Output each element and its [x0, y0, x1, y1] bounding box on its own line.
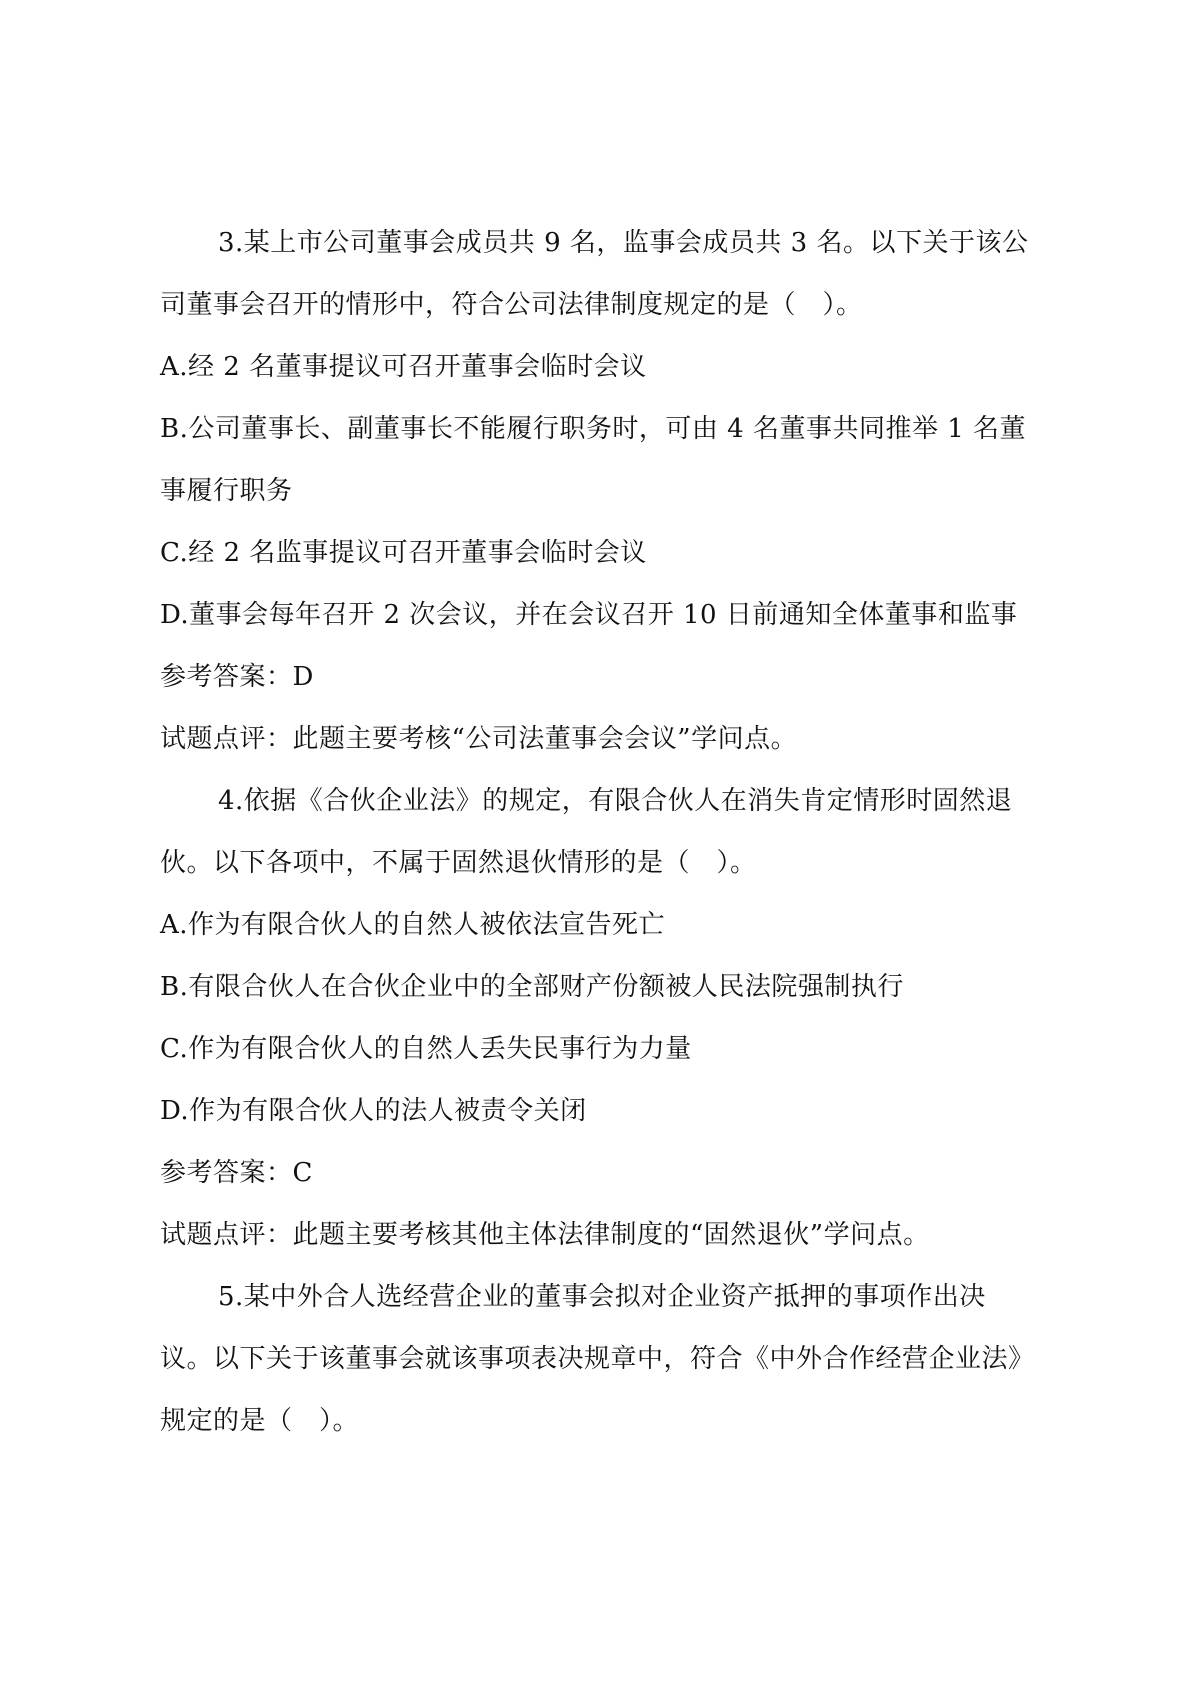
option-c: C.作为有限合伙人的自然人丢失民事行为力量 — [160, 1034, 692, 1064]
reference-answer: 参考答案：D — [160, 662, 314, 692]
option-a: A.作为有限合伙人的自然人被依法宣告死亡 — [160, 910, 666, 940]
document-page — [160, 212, 1040, 1452]
question-stem-line: 司董事会召开的情形中，符合公司法律制度规定的是（ ）。 — [160, 290, 863, 320]
option-b: B.有限合伙人在合伙企业中的全部财产份额被人民法院强制执行 — [160, 972, 904, 1002]
option-a: A.经 2 名董事提议可召开董事会临时会议 — [160, 352, 647, 382]
option-d: D.作为有限合伙人的法人被责令关闭 — [160, 1096, 587, 1126]
question-stem-line: 5.某中外合人选经营企业的董事会拟对企业资产抵押的事项作出决 — [218, 1282, 986, 1312]
option-b: B.公司董事长、副董事长不能履行职务时，可由 4 名董事共同推举 1 名董 — [160, 414, 1027, 444]
option-b-continued: 事履行职务 — [160, 476, 293, 506]
option-c: C.经 2 名监事提议可召开董事会临时会议 — [160, 538, 647, 568]
question-comment: 试题点评：此题主要考核其他主体法律制度的“固然退伙”学问点。 — [160, 1220, 930, 1250]
question-4 — [160, 770, 1040, 1266]
question-5 — [160, 1266, 1040, 1452]
option-d: D.董事会每年召开 2 次会议，并在会议召开 10 日前通知全体董事和监事 — [160, 600, 1018, 630]
reference-answer: 参考答案：C — [160, 1158, 313, 1188]
question-3 — [160, 212, 1040, 770]
question-stem-line: 3.某上市公司董事会成员共 9 名，监事会成员共 3 名。以下关于该公 — [218, 228, 1029, 258]
question-stem-line: 4.依据《合伙企业法》的规定，有限合伙人在消失肯定情形时固然退 — [218, 786, 1013, 816]
question-stem-line: 议。以下关于该董事会就该事项表决规章中，符合《中外合作经营企业法》 — [160, 1344, 1035, 1374]
question-stem-line: 规定的是（ ）。 — [160, 1406, 360, 1436]
question-stem-line: 伙。以下各项中，不属于固然退伙情形的是（ ）。 — [160, 848, 757, 878]
question-comment: 试题点评：此题主要考核“公司法董事会会议”学问点。 — [160, 724, 798, 754]
